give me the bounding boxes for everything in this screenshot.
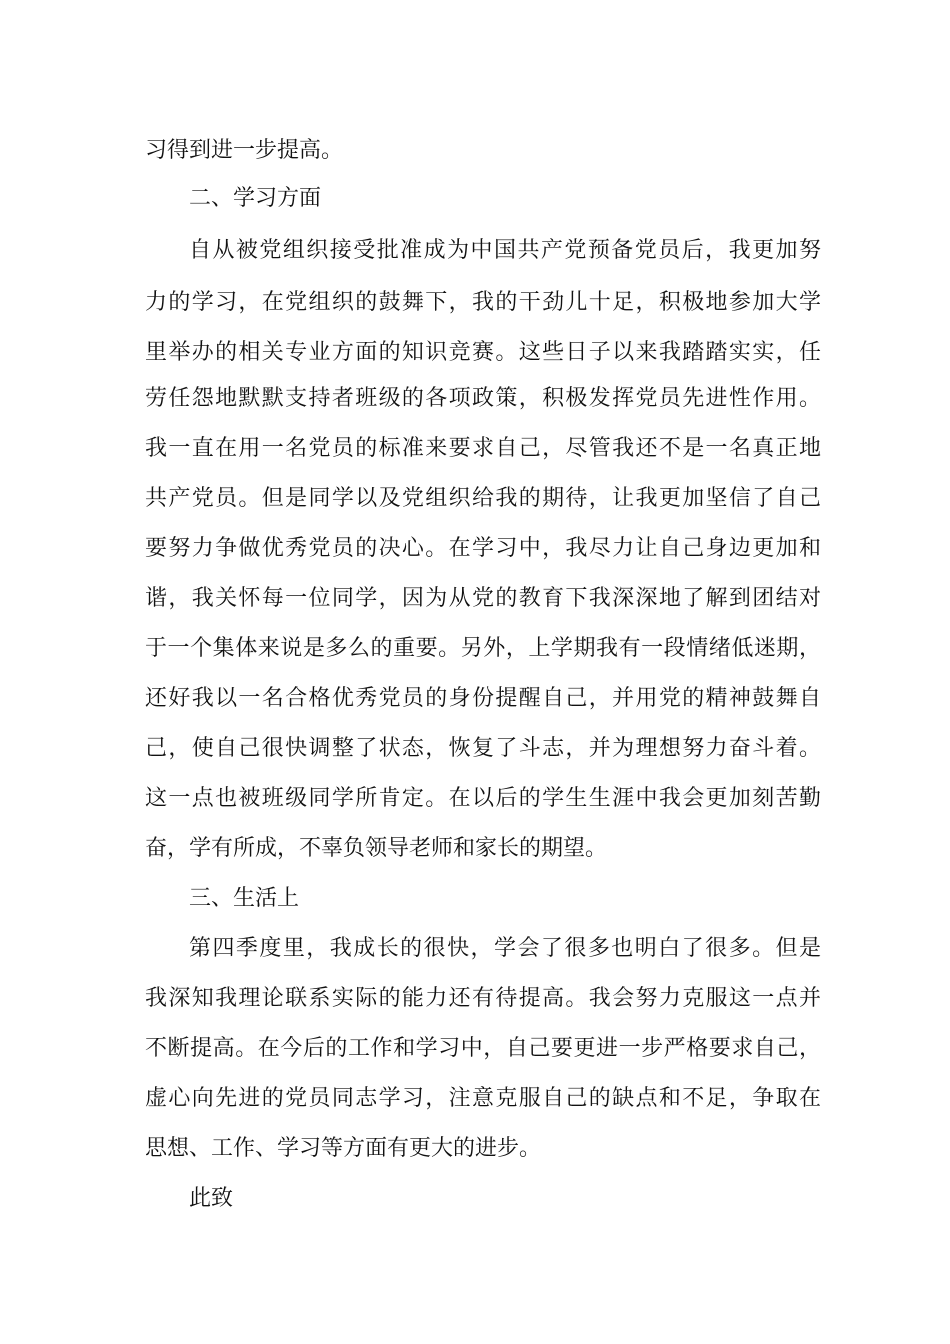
paragraph-line: 要努力争做优秀党员的决心。在学习中，我尽力让自己身边更加和 — [145, 536, 821, 561]
paragraph-line: 力的学习，在党组织的鼓舞下，我的干劲儿十足，积极地参加大学 — [145, 290, 821, 315]
closing-salutation: 此致 — [189, 1186, 234, 1211]
paragraph-line: 思想、工作、学习等方面有更大的进步。 — [145, 1136, 542, 1161]
section-heading-study: 二、学习方面 — [189, 186, 322, 211]
paragraph-line: 习得到进一步提高。 — [145, 138, 344, 163]
paragraph-line: 自从被党组织接受批准成为中国共产党预备党员后，我更加努 — [189, 238, 821, 263]
paragraph-line: 于一个集体来说是多么的重要。另外，上学期我有一段情绪低迷期， — [145, 636, 821, 661]
paragraph-line: 我深知我理论联系实际的能力还有待提高。我会努力克服这一点并 — [145, 986, 821, 1011]
paragraph-line: 虚心向先进的党员同志学习，注意克服自己的缺点和不足，争取在 — [145, 1086, 821, 1111]
section-heading-life: 三、生活上 — [189, 886, 300, 911]
paragraph-line: 劳任怨地默默支持者班级的各项政策，积极发挥党员先进性作用。 — [145, 386, 821, 411]
paragraph-line: 我一直在用一名党员的标准来要求自己，尽管我还不是一名真正地 — [145, 436, 821, 461]
paragraph-line: 这一点也被班级同学所肯定。在以后的学生生涯中我会更加刻苦勤 — [145, 786, 821, 811]
paragraph-line: 奋，学有所成，不辜负领导老师和家长的期望。 — [145, 836, 608, 861]
paragraph-line: 己，使自己很快调整了状态，恢复了斗志，并为理想努力奋斗着。 — [145, 736, 821, 761]
paragraph-line: 不断提高。在今后的工作和学习中，自己要更进一步严格要求自己， — [145, 1036, 821, 1061]
paragraph-line: 第四季度里，我成长的很快，学会了很多也明白了很多。但是 — [189, 936, 821, 961]
paragraph-line: 里举办的相关专业方面的知识竞赛。这些日子以来我踏踏实实，任 — [145, 340, 821, 365]
paragraph-line: 谐，我关怀每一位同学，因为从党的教育下我深深地了解到团结对 — [145, 586, 821, 611]
paragraph-line: 共产党员。但是同学以及党组织给我的期待，让我更加坚信了自己 — [145, 486, 821, 511]
paragraph-line: 还好我以一名合格优秀党员的身份提醒自己，并用党的精神鼓舞自 — [145, 686, 821, 711]
